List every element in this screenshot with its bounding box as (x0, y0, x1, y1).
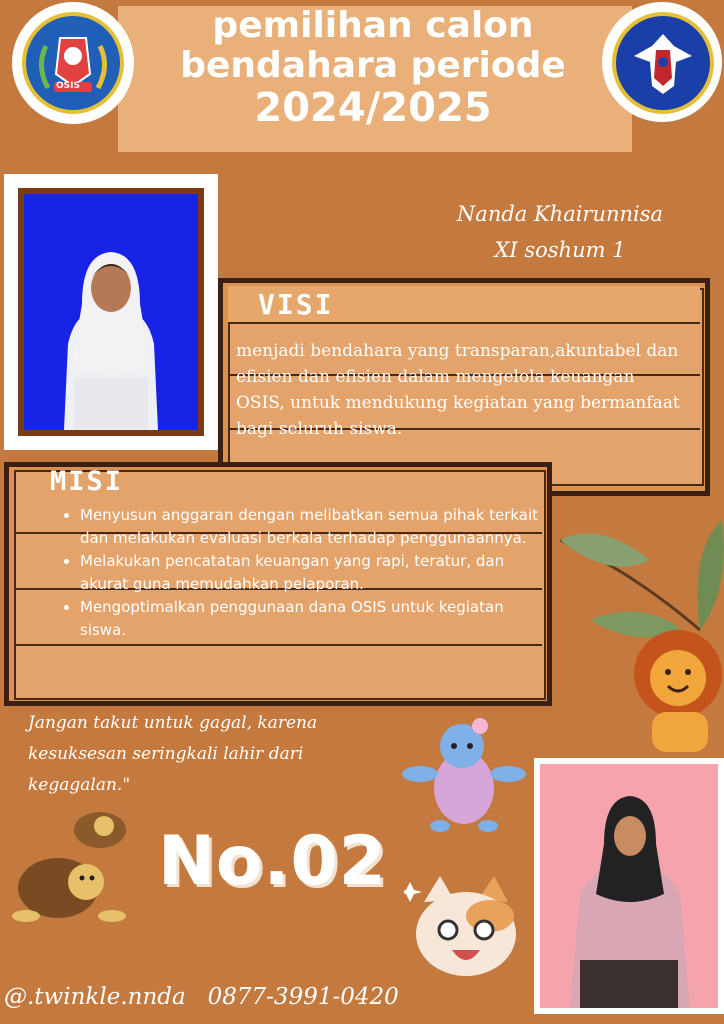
candidate-name-block (440, 196, 680, 268)
turtles-sticker-icon (8, 804, 148, 930)
turtle-sticker-icon (400, 716, 530, 836)
candidate-photo-2-frame (534, 758, 724, 1014)
phone-number: 0877-3991-0420 (207, 984, 399, 1010)
lion-sticker-icon (628, 626, 724, 756)
candidate-number: No.02 (158, 822, 388, 901)
title-line-3: 2024/2025 (254, 85, 492, 131)
instagram-handle: @.twinkle.nnda (4, 984, 186, 1010)
misi-item: • Mengoptimalkan penggunaan dana OSIS untuk kegiatan siswa. (80, 596, 550, 642)
candidate-name: Nanda Khairunnisa (456, 202, 664, 226)
candidate-photo (24, 194, 198, 430)
cat-sticker-icon (404, 872, 528, 982)
candidate-photo-frame (4, 174, 218, 450)
osis-logo (12, 2, 134, 124)
osis-logo-text: OSIS (56, 81, 80, 91)
candidate-class: XI soshum 1 (494, 238, 626, 262)
sma-negeri-5-palangka-raya-emblem-icon (612, 12, 714, 114)
footer-contact (4, 984, 399, 1010)
visi-text: menjadi bendahara yang transparan,akuntabel dan efisien dan efisien dalam mengelola keuangan OSIS, untuk mendukung kegiatan yang bermanfaat bagi seluruh siswa. (236, 341, 680, 439)
page-title (118, 5, 628, 131)
plank-divider (14, 644, 542, 646)
school-logo (602, 2, 722, 122)
misi-heading: MISI (50, 466, 124, 497)
misi-list (58, 504, 550, 642)
motto-quote: Jangan takut untuk gagal, karena kesuksesan seringkali lahir dari kegagalan." (28, 713, 318, 795)
misi-item: • Melakukan pencatatan keuangan yang rapi, teratur, dan akurat guna memudahkan pelaporan. (80, 550, 550, 596)
title-line-1: pemilihan calon (212, 5, 534, 46)
misi-item: • Menyusun anggaran dengan melibatkan semua pihak terkait dan melakukan evaluasi berkala terhadap penggunaannya. (80, 504, 550, 550)
title-line-2: bendahara periode (180, 45, 566, 86)
candidate-photo-2 (540, 764, 718, 1008)
visi-heading: VISI (258, 288, 334, 321)
osis-emblem-icon (22, 12, 124, 114)
